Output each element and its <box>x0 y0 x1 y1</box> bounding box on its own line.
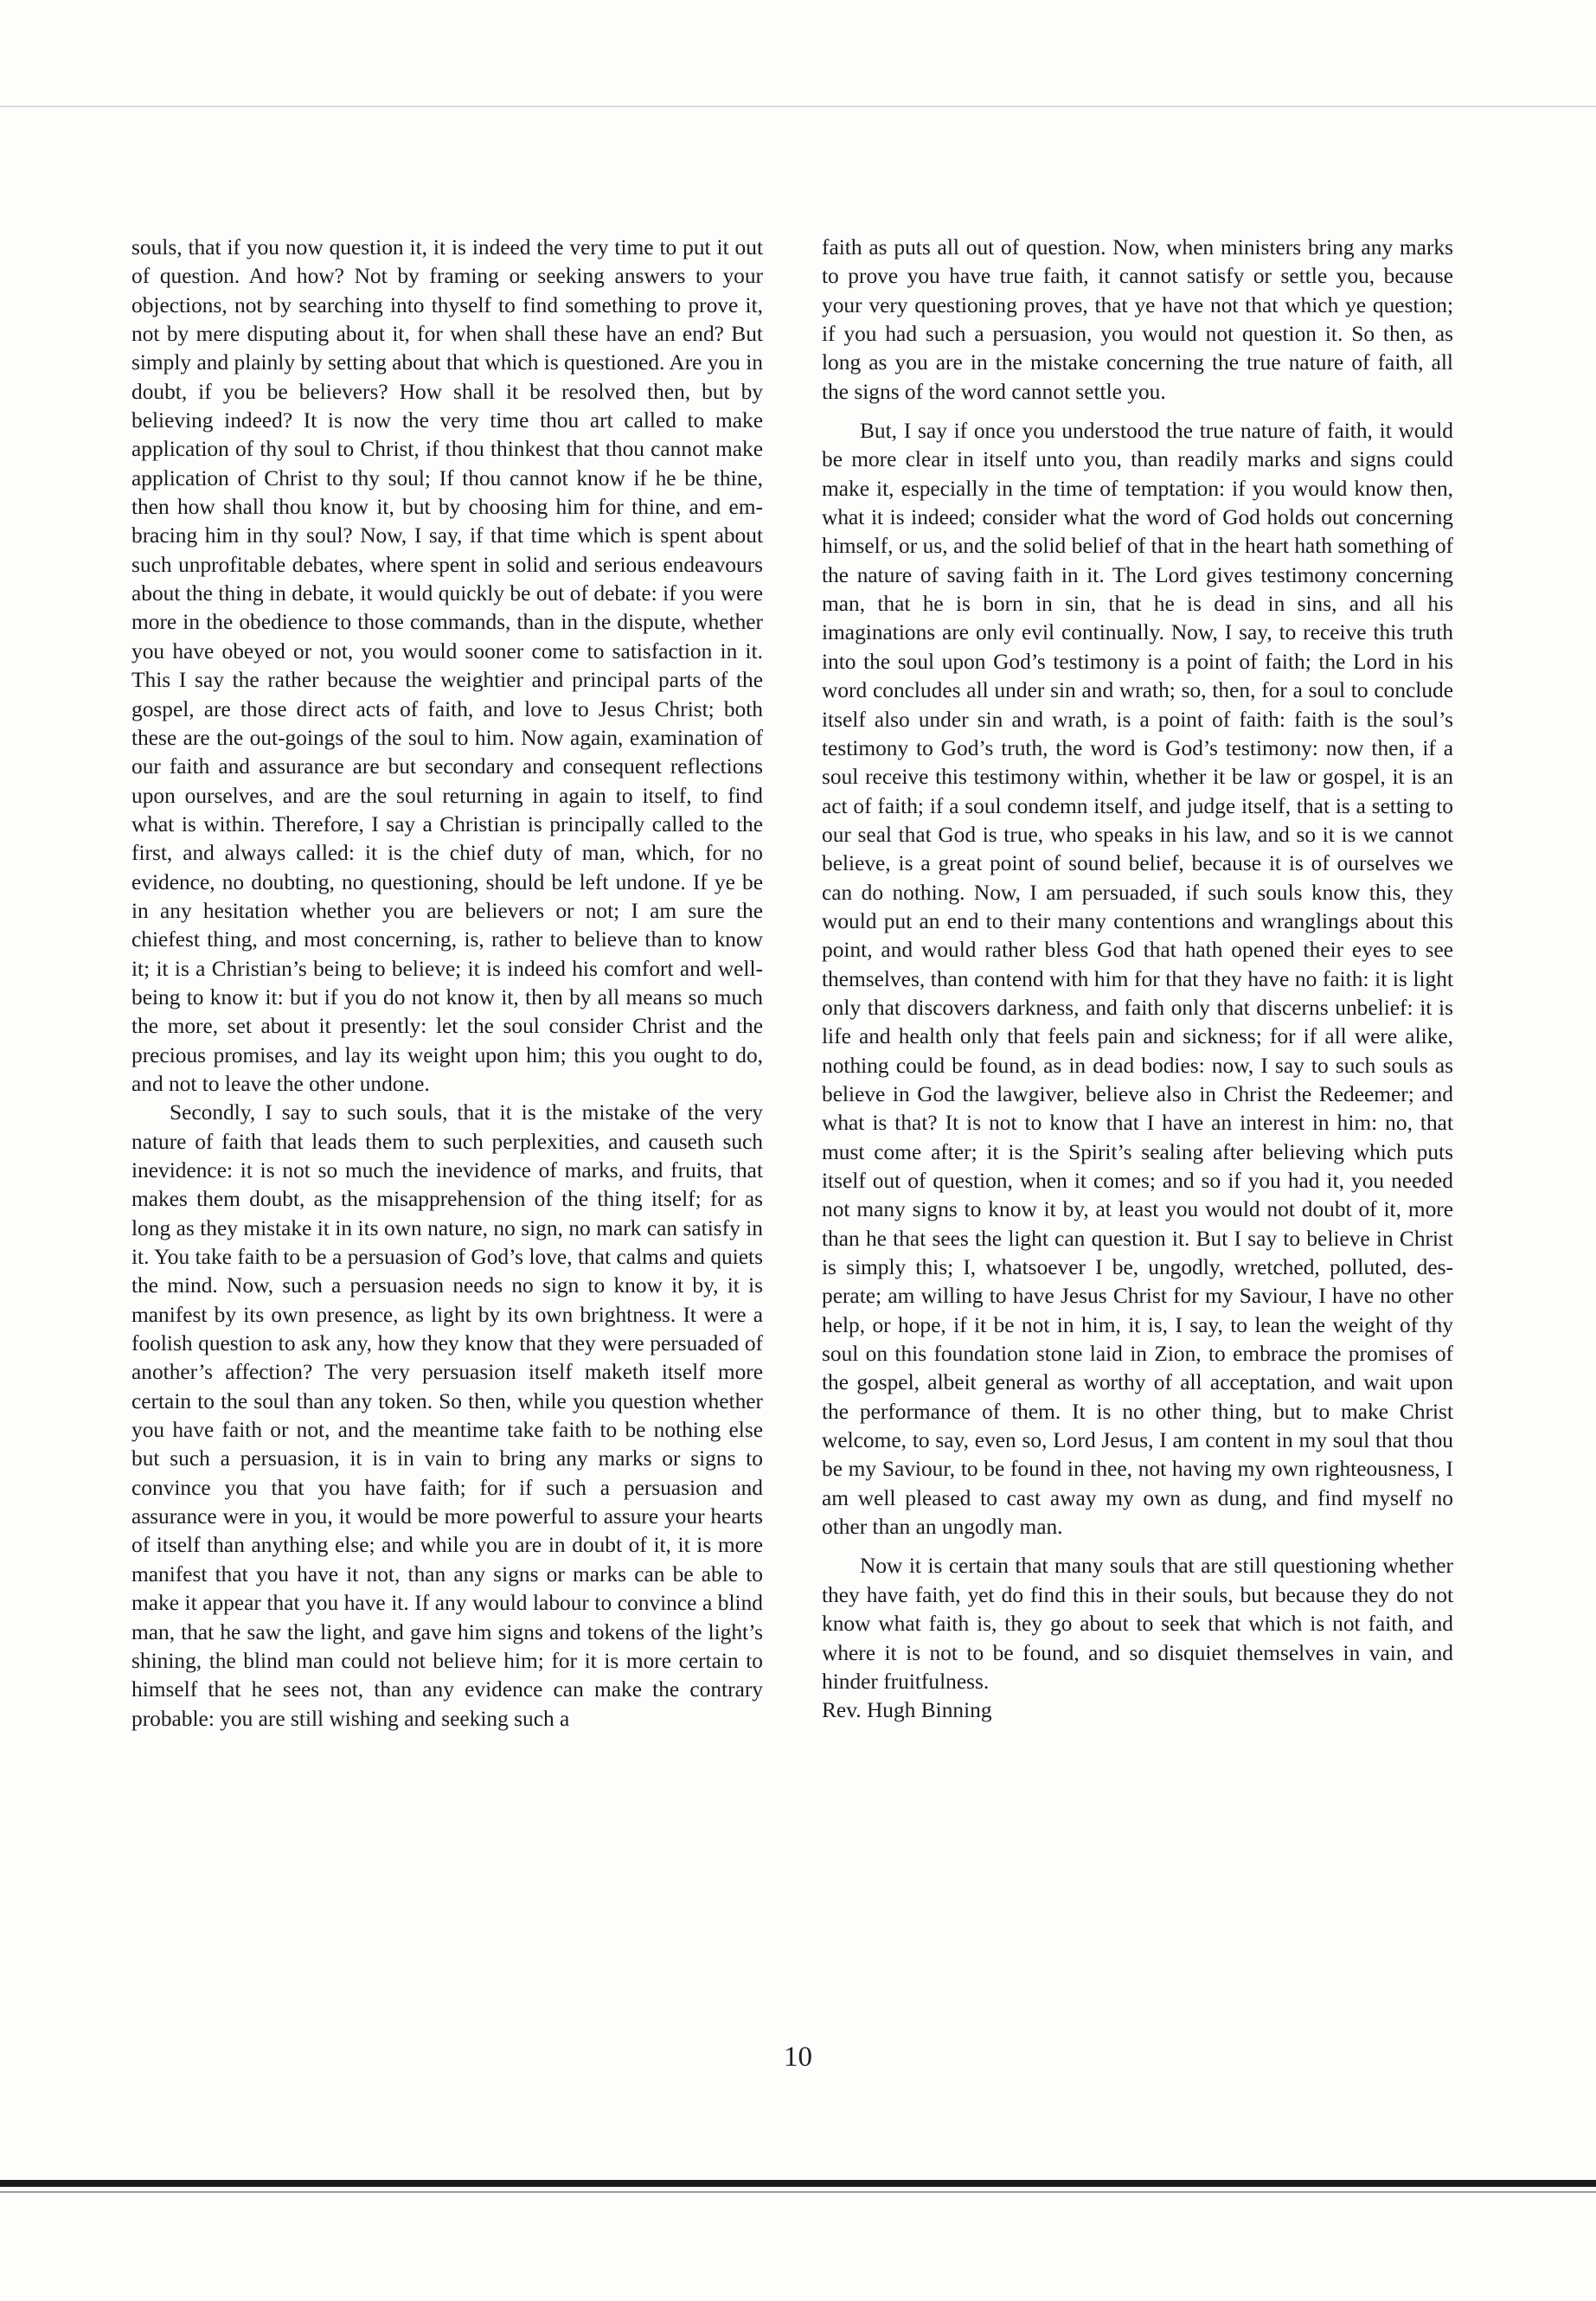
right-paragraph-2: But, I say if once you understood the true nature of faith, it would be more clear in itself unto you, than readily marks and signs could make it, especially in the time of temptation: if you would know then, what it is indeed; consider what the word of God holds out concerning himself, or us, and the solid belief of that in the heart hath something of the nature of saving faith in it. The Lord gives testimony concerning man, that he is born in sin, that he is dead in sins, and all his imaginations are only evil continually. Now, I say, to receive this truth into the soul upon God’s testimony is a point of faith; the Lord in his word concludes all under sin and wrath; so, then, for a soul to conclude itself also under sin and wrath, is a point of faith: faith is the soul’s testimony to God’s truth, the word is God’s testimony: now then, if a soul receive this testimony within, whether it be law or gospel, it is an act of faith; if a soul condemn itself, and judge itself, that is a setting to our seal that God is true, who speaks in his law, and so it is we cannot believe, is a great point of sound belief, because it is of ourselves we can do nothing. Now, I am persuaded, if such souls know this, they would put an end to their many contentions and wranglings about this point, and would rather bless God that hath opened their eyes to see themselves, than contend with him for that they have no faith: it is light only that discovers darkness, and faith only that discerns unbelief: it is life and health only that feels pain and sickness; for if all were alike, nothing could be found, as in dead bodies: now, I say to such souls as believe in God the lawgiver, believe also in Christ the Redeemer; and what is that? It is not to know that I have an interest in him: no, that must come after; it is the Spirit’s sealing after believing which puts itself out of question, when it comes; and so if you had it, you needed not many signs to know it by, at least you would not doubt of it, more than he that sees the light can question it. But I say to believe in Christ is simply this; I, whatsoever I be, ungodly, wretched, polluted, desperate; am willing to have Jesus Christ for my Saviour, I have no other help, or hope, if it be not in him, it is, I say, to lean the weight of thy soul on this foundation stone laid in Zion, to embrace the promises of the gospel, albeit general as worthy of all acceptation, and wait upon the performance of them. It is no other thing, but to make Christ welcome, to say, even so, Lord Jesus, I am content in my soul that thou be my Saviour, to be found in thee, not having my own righteousness, I am well pleased to cast away my own as dung, and find myself no other than an ungodly man. <box>822 419 1453 1540</box>
right-paragraph-3: Now it is certain that many souls that are still questioning whether they have faith, yet do find this in their souls, but because they do not know what faith is, they go about to seek that which is not faith, and where it is not to be found, and so disquiet themselves in vain, and hinder fruitfulness. <box>822 1554 1453 1694</box>
left-paragraph-1: souls, that if you now question it, it is indeed the very time to put it out of question. And how? Not by framing or seeking answers to your objections, not by searching into thyself to find something to prove it, not by mere disputing about it, for when shall these have an end? But simply and plainly by setting about that which is questioned. Are you in doubt, if you be believers? How shall it be resolved then, but by believing indeed? It is now the very time thou art called to make application of thy soul to Christ, if thou thinkest that thou cannot make application of Christ to thy soul; If thou cannot know if he be thine, then how shall thou know it, but by choosing him for thine, and embracing him in thy soul? Now, I say, if that time which is spent about such unprofitable debates, where spent in solid and serious endeavours about the thing in debate, it would quickly be out of debate: if you were more in the obedience to those commands, than in the dispute, whether you have obeyed or not, you would sooner come to satisfaction in it. This I say the rather because the weightier and principal parts of the gospel, are those direct acts of faith, and love to Jesus Christ; both these are the out-goings of the soul to him. Now again, examination of our faith and assurance are but secondary and consequent reflections upon ourselves, and are the soul returning in again to itself, to find what is within. Therefore, I say a Christian is principally called to the first, and always called: it is the chief duty of man, which, for no evidence, no doubting, no questioning, should be left undone. If ye be in any hesitation whether you are believers or not; I am sure the chiefest thing, and most concerning, is, rather to believe than to know it; it is a Christian’s being to believe; it is indeed his comfort and well-being to know it: but if you do not know it, then by all means so much the more, set about it presently: let the soul consider Christ and the precious promises, and lay its weight upon him; this you ought to do, and not to leave the other undone. <box>131 235 763 1096</box>
author-signature: Rev. Hugh Binning <box>822 1698 992 1723</box>
page-number: 10 <box>784 2041 812 2073</box>
bottom-border-thin <box>0 2191 1596 2193</box>
right-paragraph-1: faith as puts all out of question. Now, when ministers bring any marks to prove you have true faith, it cannot satisfy or settle you, because your very questioning proves, that ye have not that which ye question; if you had such a persuasion, you would not question it. So then, as long as you are in the mistake concerning the true nature of faith, all the signs of the word cannot settle you. <box>822 235 1453 404</box>
top-rule <box>0 106 1596 107</box>
bottom-border <box>0 2180 1596 2187</box>
left-column <box>131 234 763 1734</box>
right-column <box>822 234 1453 1726</box>
left-paragraph-2: Secondly, I say to such souls, that it is the mistake of the very nature of faith that leads them to such perplexities, and causeth such inevidence: it is not so much the inevidence of marks, and fruits, that makes them doubt, as the misapprehension of the thing itself; for as long as they mistake it in its own nature, no sign, no mark can satisfy in it. You take faith to be a persuasion of God’s love, that calms and quiets the mind. Now, such a persuasion needs no sign to know it by, it is manifest by its own presence, as light by its own brightness. It were a foolish question to ask any, how they know that they were persuaded of another’s affection? The very persuasion itself maketh itself more certain to the soul than any token. So then, while you question whether you have faith or not, and the meantime take faith to be nothing else but such a persuasion, it is in vain to bring any marks or signs to convince you that you have faith; for if such a persuasion and assurance were in you, it would be more powerful to assure your hearts of itself than anything else; and while you are in doubt of it, it is more manifest that you have it not, than any signs or marks can be able to make it appear that you have it. If any would labour to convince a blind man, that he saw the light, and gave him signs and tokens of the light’s shining, the blind man could not believe him; for it is more certain to himself that he sees not, than any evidence can make the contrary probable: you are still wishing and seeking such a <box>131 1100 763 1731</box>
